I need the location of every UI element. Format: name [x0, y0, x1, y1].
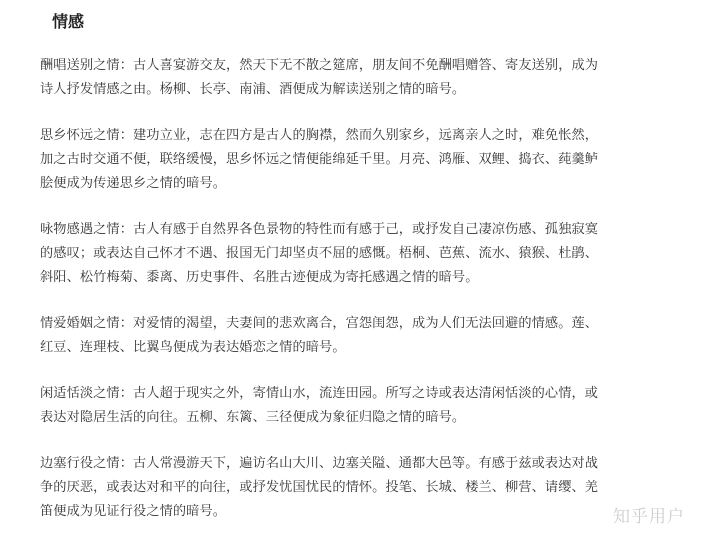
paragraph-line: 斜阳、松竹梅菊、黍离、历史事件、名胜古迹便成为寄托感遇之情的暗号。 — [40, 270, 479, 285]
paragraph-line: 酬唱送别之情：古人喜宴游交友，然天下无不散之筵席，朋友间不免酬唱赠答、寄友送别，成为 — [40, 58, 599, 73]
paragraph-line: 诗人抒发情感之由。杨柳、长亭、南浦、酒便成为解读送别之情的暗号。 — [40, 82, 466, 97]
watermark: 知乎用户 — [613, 507, 685, 527]
paragraph-line: 闲适恬淡之情：古人超于现实之外，寄情山水，流连田园。所写之诗或表达清闲恬淡的心情，或 — [40, 386, 599, 401]
paragraph-farewell — [40, 54, 670, 102]
paragraph-line: 笛便成为见证行役之情的暗号。 — [40, 504, 227, 519]
article-body — [40, 54, 670, 546]
paragraph-line: 咏物感遇之情：古人有感于自然界各色景物的特性而有感于己，或抒发自己凄凉伤感、孤独寂寞 — [40, 222, 599, 237]
paragraph-line: 情爱婚姻之情：对爱情的渴望，夫妻间的悲欢离合，宫怨闺怨，成为人们无法回避的情感。莲、 — [40, 316, 599, 331]
paragraph-line: 边塞行役之情：古人常漫游天下，遍访名山大川、边塞关隘、通都大邑等。有感于兹或表达对战 — [40, 456, 599, 471]
section-title: 情感 — [52, 12, 85, 31]
paragraph-line: 争的厌恶，或表达对和平的向往，或抒发忧国忧民的情怀。投笔、长城、楼兰、柳营、请缨、羌 — [40, 480, 599, 495]
paragraph-love — [40, 312, 670, 360]
paragraph-objects — [40, 218, 670, 290]
paragraph-line: 思乡怀远之情：建功立业，志在四方是古人的胸襟，然而久别家乡，远离亲人之时，难免怅然， — [40, 128, 599, 143]
paragraph-frontier — [40, 452, 670, 524]
paragraph-homesick — [40, 124, 670, 196]
paragraph-line: 红豆、连理枝、比翼鸟便成为表达婚恋之情的暗号。 — [40, 340, 346, 355]
paragraph-leisure — [40, 382, 670, 430]
paragraph-line: 的感叹；或表达自己怀才不遇、报国无门却坚贞不屈的感慨。梧桐、芭蕉、流水、猿猴、杜鹃、 — [40, 246, 599, 261]
paragraph-line: 表达对隐居生活的向往。五柳、东篱、三径便成为象征归隐之情的暗号。 — [40, 410, 466, 425]
paragraph-line: 脍便成为传递思乡之情的暗号。 — [40, 176, 227, 191]
paragraph-line: 加之古时交通不便，联络缓慢，思乡怀远之情便能绵延千里。月亮、鸿雁、双鲤、捣衣、莼羹鲈 — [40, 152, 599, 167]
